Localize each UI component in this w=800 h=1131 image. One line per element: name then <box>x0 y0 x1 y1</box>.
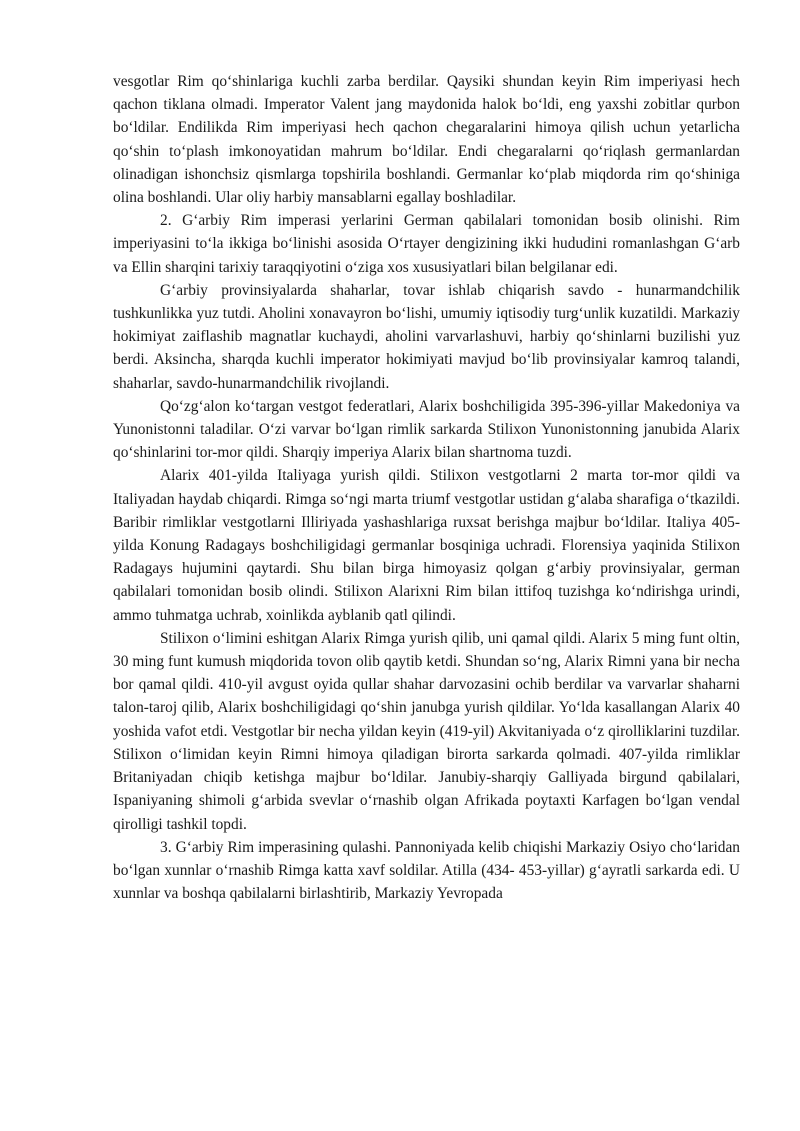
paragraph-4: Qo‘zg‘alon ko‘targan vestgot federatlari, Alarix boshchiligida 395-396-yillar Makedoniya va Yunonistonni taladilar. O‘zi varvar bo‘lgan rimlik sarkarda Stilixon Yunonistonning janubida Alarix qo‘shinlarini tor-mor qildi. Sharqiy imperiya Alarix bilan shartnoma tuzdi. <box>113 397 740 462</box>
document-page <box>113 70 740 905</box>
paragraph-3: G‘arbiy provinsiyalarda shaharlar, tovar ishlab chiqarish savdo - hunarmandchilik tushkunlikka yuz tutdi. Aholini xonavayron bo‘lishi, umumiy iqtisodiy turg‘unlik kuzatildi. Markaziy hokimiyat zaiflashib magnatlar kuchaydi, aholini varvarlashuvi, harbiy qo‘shinlarni buzilishi yuz berdi. Aksincha, sharqda kuchli imperator hokimiyati mavjud bo‘lib provinsiyalar kamroq talandi, shaharlar, savdo-hunarmandchilik rivojlandi. <box>113 281 740 392</box>
paragraph-5: Alarix 401-yilda Italiyaga yurish qildi. Stilixon vestgotlarni 2 marta tor-mor qildi va Italiyadan haydab chiqardi. Rimga so‘ngi marta triumf vestgotlar ustidan g‘alaba sharafiga o‘tkazildi. Baribir rimliklar vestgotlarni Illiriyada yashashlariga ruxsat berishga majbur bo‘ldilar. Italiya 405-yilda Konung Radagays boshchiligidagi germanlar bosqiniga uchradi. Florensiya yaqinida Stilixon Radagays hujumini qaytardi. Shu bilan birga himoyasiz qolgan g‘arbiy provinsiyalar, german qabilalari tomonidan bosib olindi. Stilixon Alarixni Rim bilan ittifoq tuzishga ko‘ndirishga urindi, ammo tuhmatga uchrab, xoinlikda ayblanib qatl qilindi. <box>113 467 740 624</box>
paragraph-7: 3. G‘arbiy Rim imperasining qulashi. Pannoniyada kelib chiqishi Markaziy Osiyo cho‘laridan bo‘lgan xunnlar o‘rnashib Rimga katta xavf soldilar. Atilla (434- 453-yillar) g‘ayratli sarkarda edi. U xunnlar va boshqa qabilalarni birlashtirib, Markaziy Yevropada <box>113 838 740 903</box>
paragraph-2: 2. G‘arbiy Rim imperasi yerlarini German qabilalari tomonidan bosib olinishi. Rim imperiyasini to‘la ikkiga bo‘linishi asosida O‘rtayer dengizining ikki hududini romanlashgan G‘arb va Ellin sharqini tarixiy taraqqiyotini o‘ziga xos xususiyatlari bilan belgilanar edi. <box>113 212 740 276</box>
paragraph-1: vesgotlar Rim qo‘shinlariga kuchli zarba berdilar. Qaysiki shundan keyin Rim imperiyasi hech qachon tiklana olmadi. Imperator Valent jang maydonida halok bo‘ldi, eng yaxshi zobitlar qurbon bo‘ldilar. Endilikda Rim imperiyasi hech qachon chegaralarini himoya qilish uchun yetarlicha qo‘shin to‘plash imkonoyatidan mahrum bo‘ldilar. Endi chegaralarni qo‘riqlash germanlardan olinadigan ishonchsiz qismlarga topshirila boshlandi. Germanlar ko‘plab miqdorda rim qo‘shiniga olina boshlandi. Ular oliy harbiy mansablarni egallay boshladilar. <box>113 73 740 207</box>
paragraph-6: Stilixon o‘limini eshitgan Alarix Rimga yurish qilib, uni qamal qildi. Alarix 5 ming funt oltin, 30 ming funt kumush miqdorida tovon olib qaytib ketdi. Shundan so‘ng, Alarix Rimni yana bir necha bor qamal qildi. 410-yil avgust oyida qullar shahar darvozasini ochib berdilar va varvarlar shaharni talon-taroj qilib, Alarix boshchiligidagi qo‘shin janubga yurish qildilar. Yo‘lda kasallangan Alarix 40 yoshida vafot etdi. Vestgotlar bir necha yildan keyin (419-yil) Akvitaniyada o‘z qirolliklarini tuzdilar. Stilixon o‘limidan keyin Rimni himoya qiladigan birorta sarkarda qolmadi. 407-yilda rimliklar Britaniyadan chiqib ketishga majbur bo‘ldilar. Janubiy-sharqiy Galliyada birgund qabilalari, Ispaniyaning shimoli g‘arbida svevlar o‘rnashib olgan Afrikada poytaxti Karfagen bo‘lgan vendal qirolligi tashkil topdi. <box>113 629 740 833</box>
